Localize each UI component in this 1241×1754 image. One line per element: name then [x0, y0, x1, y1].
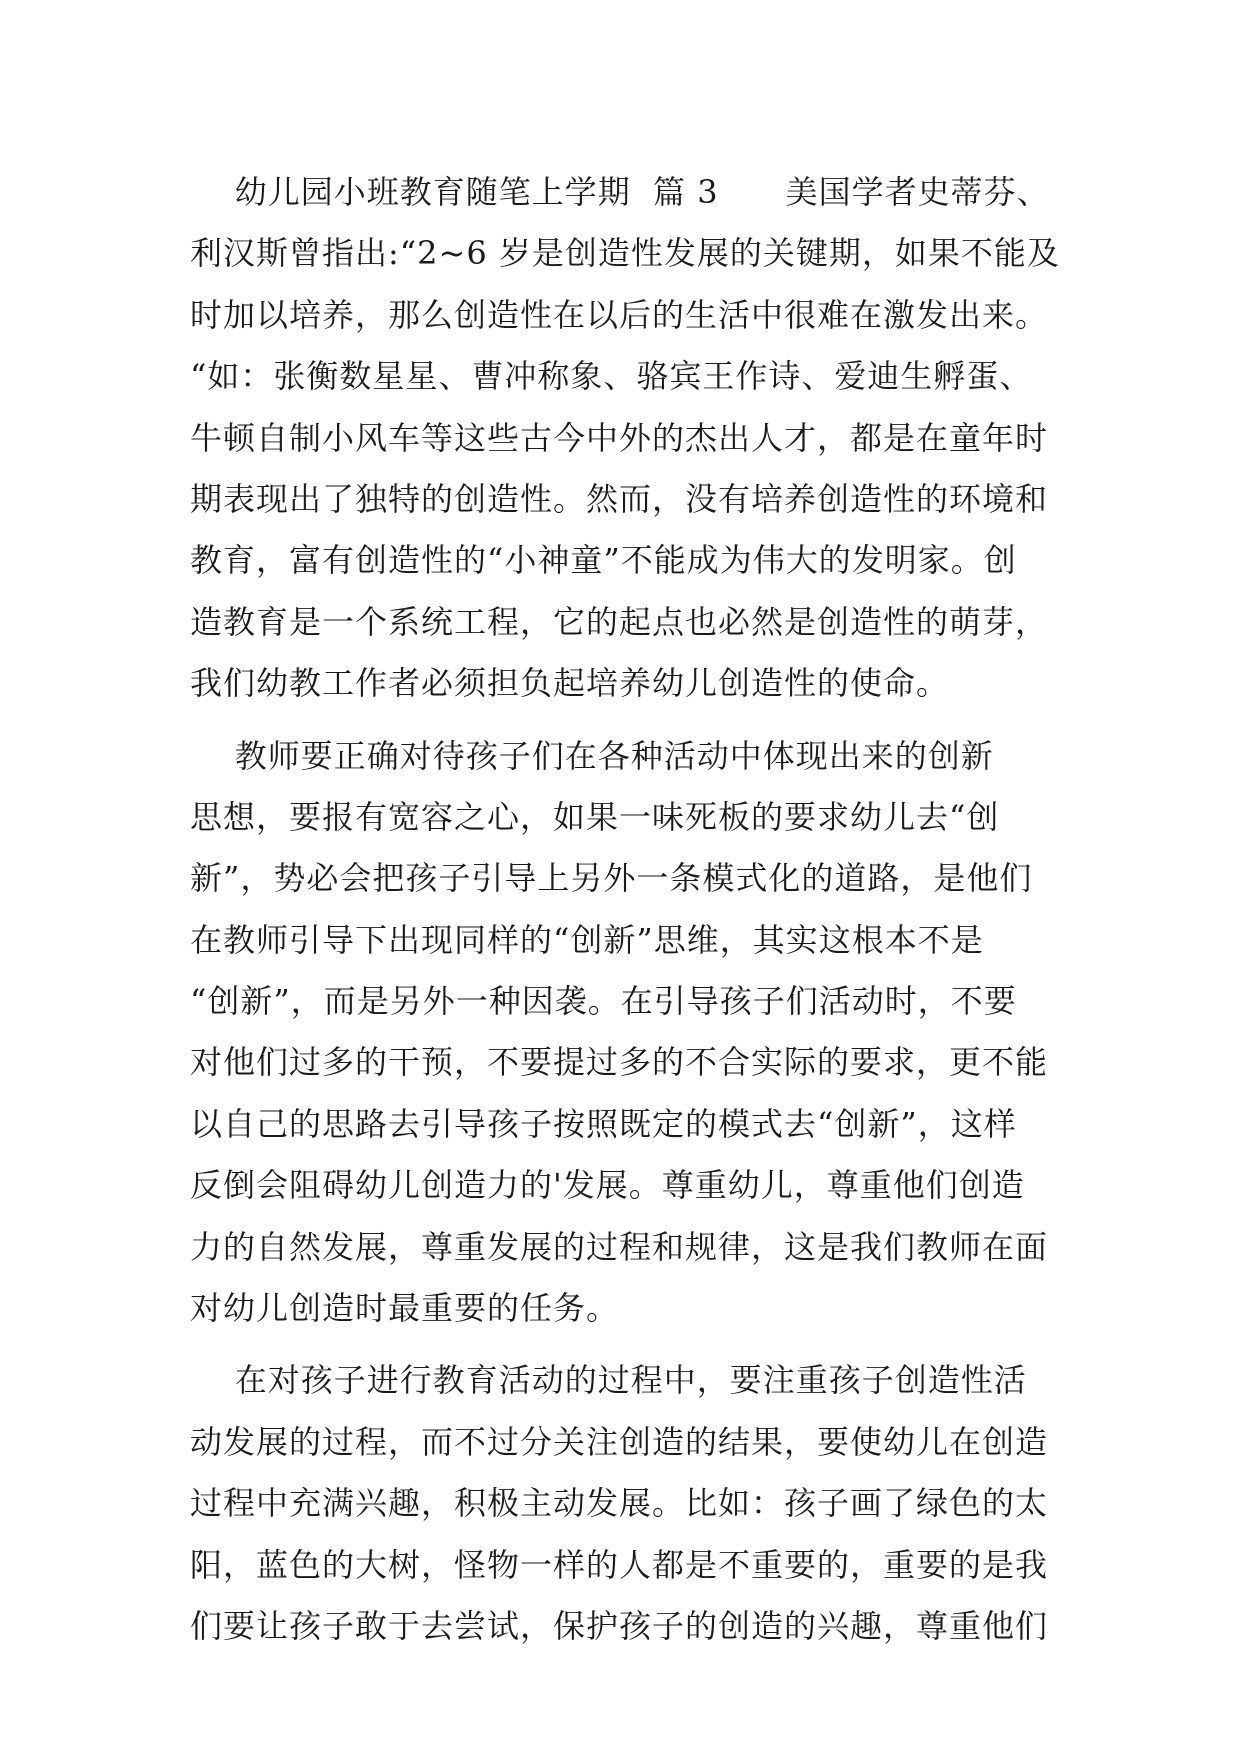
text-line: 对幼儿创造时最重要的任务。	[190, 1289, 620, 1328]
paragraph-spacer	[190, 1339, 1066, 1350]
text-line: 教师要正确对待孩子们在各种活动中体现出来的创新	[190, 736, 994, 775]
text-line: “创新”，而是另外一种因袭。在引导孩子们活动时，不要	[190, 982, 1017, 1021]
text-line: 利汉斯曾指出:“2~6 岁是创造性发展的关键期，如果不能及	[190, 234, 1060, 273]
text-line: 我们幼教工作者必须担负起培养幼儿创造性的使命。	[190, 664, 950, 703]
text-line: 新”，势必会把孩子引导上另外一条模式化的道路，是他们	[190, 859, 1033, 898]
text-line: 教育，富有创造性的“小神童”不能成为伟大的发明家。创	[190, 541, 1017, 580]
text-line: 思想，要报有宽容之心，如果一味死板的要求幼儿去“创	[190, 797, 1000, 836]
text-line: 在对孩子进行教育活动的过程中，要注重孩子创造性活	[190, 1361, 1027, 1400]
text-line: 反倒会阻碍幼儿创造力的'发展。尊重幼儿，尊重他们创造	[190, 1166, 1025, 1205]
paragraph-2	[190, 726, 1066, 1340]
text-line: 时加以培养，那么创造性在以后的生活中很难在激发出来。	[190, 295, 1049, 334]
text-line: 阳，蓝色的大树，怪物一样的人都是不重要的，重要的是我	[190, 1545, 1049, 1584]
text-line: 在教师引导下出现同样的“创新”思维，其实这根本不是	[190, 920, 984, 959]
text-line: 对他们过多的干预，不要提过多的不合实际的要求，更不能	[190, 1043, 1049, 1082]
document-body	[190, 162, 1066, 1657]
text-line: 们要让孩子敢于去尝试，保护孩子的创造的兴趣，尊重他们	[190, 1606, 1049, 1645]
paragraph-1	[190, 162, 1066, 715]
text-line: 期表现出了独特的创造性。然而，没有培养创造性的环境和	[190, 479, 1049, 518]
text-line: 牛顿自制小风车等这些古今中外的杰出人才，都是在童年时	[190, 418, 1049, 457]
text-line: 造教育是一个系统工程，它的起点也必然是创造性的萌芽，	[190, 602, 1049, 641]
text-line: 动发展的过程，而不过分关注创造的结果，要使幼儿在创造	[190, 1422, 1049, 1461]
paragraph-spacer	[190, 715, 1066, 726]
text-line: 力的自然发展，尊重发展的过程和规律，这是我们教师在面	[190, 1227, 1049, 1266]
text-line: 过程中充满兴趣，积极主动发展。比如：孩子画了绿色的太	[190, 1484, 1049, 1523]
text-line: 幼儿园小班教育随笔上学期 篇 3 美国学者史蒂芬、	[190, 173, 1050, 211]
text-line: 以自己的思路去引导孩子按照既定的模式去“创新”，这样	[190, 1104, 1017, 1143]
text-line: “如：张衡数星星、曹冲称象、骆宾王作诗、爱迪生孵蛋、	[190, 357, 1033, 396]
paragraph-3	[190, 1350, 1066, 1657]
